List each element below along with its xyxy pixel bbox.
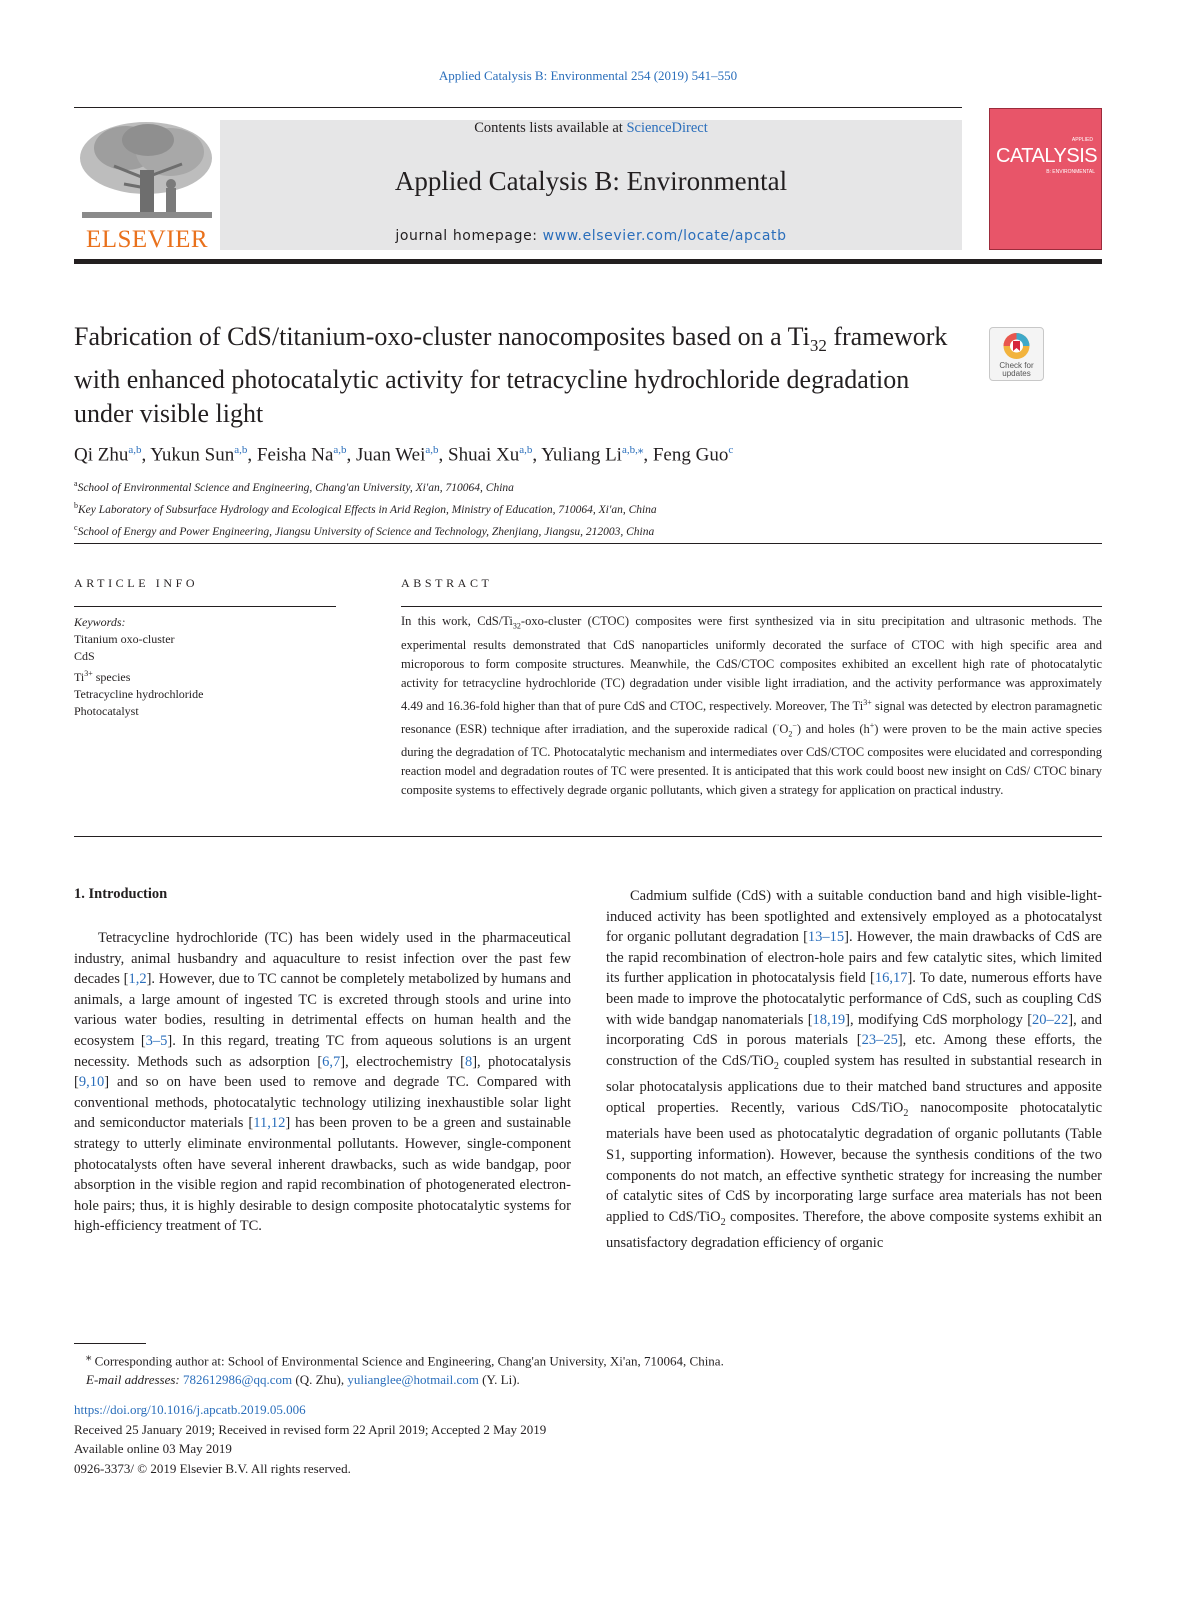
introduction-heading: 1. Introduction	[74, 886, 168, 902]
keyword-item[interactable]	[74, 665, 336, 686]
reference-link[interactable]: 8	[464, 1053, 473, 1070]
reference-link[interactable]: 1,2	[128, 971, 147, 988]
text-run: Tetracycline hydrochloride (TC) has been widely used in the pharmaceutical industry, animal husbandry and aquaculture to resist infection over the past few decades [	[74, 930, 571, 988]
text-run: ]. However, due to TC cannot be completely metabolized by humans and animals, a large amount of ingested TC is excreted through stools and urine into various water bodies, resulting in detrimental effects on human health and the ecosystem [	[74, 971, 572, 1049]
footnote-mark: ⁎	[86, 1351, 92, 1363]
title-part: Fabrication of CdS/titanium-oxo-cluster nanocomposites based on a Ti	[74, 322, 810, 351]
reference-link[interactable]: 18,19	[812, 1011, 846, 1028]
reference-link[interactable]: 20–22	[1032, 1011, 1069, 1028]
affiliation-mark: a	[74, 479, 78, 488]
abstract-part: O	[779, 721, 789, 736]
author-affiliation-mark[interactable]: a,b	[234, 444, 248, 456]
author-name[interactable]: Yukun Sun	[150, 444, 235, 466]
sciencedirect-link[interactable]: ScienceDirect	[626, 120, 708, 136]
reference-link[interactable]: 11,12	[253, 1115, 286, 1132]
crossmark-line2: updates	[1002, 369, 1031, 378]
corresponding-line	[74, 1348, 1104, 1370]
abstract-superscript: +	[869, 720, 875, 730]
crossmark-line1: Check for	[999, 361, 1034, 370]
author-affiliation-mark[interactable]: c	[728, 444, 734, 456]
text-run: ]. However, the main drawbacks of CdS are the rapid recombination of electron-hole pairs and few catalytic sites, which limited its further application in photocatalysis field [	[606, 929, 1102, 987]
title-part: framework with enhanced photocatalytic activity for tetracycline hydrochloride degradation under visible light	[74, 322, 948, 429]
affiliation-mark: c	[74, 522, 78, 532]
check-for-updates-button[interactable]	[989, 327, 1044, 381]
email-label: E-mail addresses:	[86, 1372, 180, 1388]
keyword-item[interactable]: Titanium oxo-cluster	[74, 632, 175, 646]
text-run: ], electrochemistry [	[340, 1053, 465, 1070]
text-run: ] and so on have been used to remove and degrade TC. Compared with conventional methods, photocatalytic technology utilizing inexhaustible solar light and semiconductor materials [	[74, 1074, 571, 1132]
author-name[interactable]: Juan Wei	[356, 444, 426, 466]
journal-cover[interactable]	[989, 108, 1102, 250]
article-info-rule	[74, 606, 336, 607]
author-name[interactable]: Qi Zhu	[74, 444, 129, 466]
abstract-subscript: 2	[788, 729, 793, 739]
affiliation-text: School of Environmental Science and Engineering, Chang'an University, Xi'an, 710064, China	[77, 481, 514, 494]
check-for-updates-label	[990, 362, 1043, 378]
author-separator: ,	[438, 444, 449, 466]
abstract-superscript: 3+	[863, 697, 872, 707]
author-affiliation-mark[interactable]: a,b	[425, 444, 439, 456]
keyword-ti: Ti	[74, 670, 85, 684]
keyword-item[interactable]: Tetracycline hydrochloride	[74, 687, 204, 701]
subscript: 2	[903, 1107, 909, 1119]
abstract-part: -oxo-cluster (CTOC) composites were first synthesized via in situ precipitation and ultrasonic methods. The experimental results demonstrated that CdS nanoparticles uniformly decorated the surface of CTOC with high specific area and microporous to form composite structures. Meanwhile, the CdS/CTOC composites exhibited an excellent high rate of photocatalytic activity for tetracycline hydrochloride (TC) degradation under visible light irradiation, and the activity performance was approximately 4.49 and 16.36-fold higher than that of pure CdS and CTOC, respectively. Moreover, The Ti	[401, 614, 1103, 713]
text-run: ], modifying CdS morphology [	[845, 1011, 1033, 1028]
author-affiliation-mark[interactable]: a,b,⁎	[621, 444, 644, 456]
author-name[interactable]: Yuliang Li	[541, 444, 622, 466]
journal-citation[interactable]: Applied Catalysis B: Environmental 254 (2019) 541–550	[438, 68, 738, 83]
elsevier-logo[interactable]	[74, 118, 220, 254]
journal-banner	[220, 120, 962, 250]
reference-link[interactable]: 6,7	[322, 1053, 341, 1070]
email-link[interactable]: yulianglee@hotmail.com	[347, 1372, 479, 1388]
abstract-part: ) and holes (h	[796, 721, 870, 736]
cover-title: CATALYSIS	[996, 145, 1098, 167]
keywords-block	[74, 614, 336, 720]
email-owner: (Q. Zhu),	[292, 1372, 348, 1388]
reference-link[interactable]: 3–5	[145, 1032, 168, 1049]
homepage-link[interactable]: www.elsevier.com/locate/apcatb	[542, 228, 787, 244]
author-separator: ,	[247, 444, 257, 466]
article-title	[74, 320, 954, 431]
email-owner: (Y. Li).	[478, 1372, 520, 1388]
header-rule	[74, 107, 962, 108]
doi-link[interactable]: https://doi.org/10.1016/j.apcatb.2019.05.006	[74, 1402, 306, 1417]
author-separator: ,	[532, 444, 542, 466]
abstract-rule	[401, 606, 1102, 607]
text-run: Cadmium sulfide (CdS) with a suitable conduction band and high visible-light-induced activity has been spotlighted and extensively employed as a photocatalyst for organic pollutant degradation [	[606, 888, 1102, 946]
abstract-text	[401, 612, 1102, 800]
corresponding-author-footnote	[74, 1348, 1104, 1389]
author-name[interactable]: Feng Guo	[652, 444, 729, 466]
available-online: Available online 03 May 2019	[74, 1441, 232, 1456]
author-affiliation-mark[interactable]: a,b	[128, 444, 142, 456]
article-info-heading: ARTICLE INFO	[74, 576, 199, 590]
reference-link[interactable]: 16,17	[874, 970, 908, 987]
homepage-line	[220, 228, 962, 244]
text-run: ]. To date, numerous efforts have been made to improve the photocatalytic performance of CdS, such as coupling CdS with wide bandgap nanomaterials [	[606, 970, 1102, 1028]
elsevier-tree-icon	[74, 118, 220, 224]
subscript: 2	[720, 1216, 726, 1228]
author-affiliation-mark[interactable]: a,b	[333, 444, 347, 456]
affiliation-line	[74, 519, 1104, 541]
corresponding-text: Corresponding author at: School of Environmental Science and Engineering, Chang'an University, Xi'an, 710064, China.	[91, 1353, 724, 1369]
affiliation-mark: b	[74, 500, 78, 510]
affiliation-text: School of Energy and Power Engineering, Jiangsu University of Science and Technology, Zhenjiang, Jiangsu, 212003, China	[77, 525, 655, 538]
homepage-prefix: journal homepage:	[395, 228, 543, 244]
reference-link[interactable]: 13–15	[807, 929, 845, 946]
contents-line	[220, 120, 962, 137]
cover-subtitle: B: ENVIRONMENTAL	[1046, 169, 1095, 175]
keyword-item[interactable]: CdS	[74, 649, 95, 663]
affiliation-text: Key Laboratory of Subsurface Hydrology and Ecological Effects in Arid Region, Ministry of Education, 710064, Xi'an, China	[78, 503, 657, 516]
affiliation-line	[74, 497, 1104, 519]
abstract-subscript: 32	[512, 621, 521, 631]
text-run: coupled system has resulted in substantial research in solar photocatalysis applications due to their matched band structures and apposite optical properties. Recently, various CdS/TiO	[606, 1052, 1102, 1116]
copyright: 0926-3373/ © 2019 Elsevier B.V. All rights reserved.	[74, 1460, 351, 1476]
author-separator: ,	[643, 444, 653, 466]
text-run: composites. Therefore, the above composite systems exhibit an unsatisfactory degradation efficiency of organic	[606, 1208, 1102, 1252]
text-run: ], photocatalysis [	[74, 1053, 571, 1091]
elsevier-wordmark: ELSEVIER	[85, 226, 209, 253]
email-link[interactable]: 782612986@qq.com	[183, 1372, 293, 1388]
author-name[interactable]: Feisha Na	[256, 444, 334, 466]
cover-small-text: APPLIED	[1071, 137, 1093, 143]
affiliations	[74, 475, 1104, 540]
crossmark-icon	[990, 328, 1043, 362]
introduction-paragraph-right	[606, 886, 1102, 1254]
text-run: ], and incorporating CdS in porous materials [	[606, 1011, 1103, 1049]
footnote-rule	[74, 1343, 146, 1344]
reference-link[interactable]: 9,10	[78, 1074, 105, 1091]
introduction-paragraph-left	[74, 928, 571, 1237]
subscript: 2	[773, 1060, 779, 1072]
affiliation-line	[74, 475, 1104, 497]
contents-prefix: Contents lists available at	[474, 120, 627, 136]
keyword-ti-sup: 3+	[84, 669, 93, 678]
section-rule	[74, 836, 1102, 837]
text-run: ] has been proven to be a green and sustainable strategy to utterly eliminate environmental pollutants. However, single-component photocatalysts often have several inherent drawbacks, such as wide bandgap, poor absorption in the visible region and rapid recombination of photogenerated electron-hole pairs; thus, it is highly desirable to design composite photocatalytic systems for high-efficiency treatment of TC.	[74, 1115, 571, 1235]
abstract-part: signal was detected by electron paramagnetic resonance (ESR) technique after irradiation, and the superoxide radical (	[401, 698, 1102, 736]
section-rule	[74, 543, 1102, 544]
keywords-label: Keywords:	[74, 615, 126, 629]
text-run: ]. In this regard, treating TC from aqueous solutions is an urgent necessity. Methods such as adsorption [	[74, 1032, 571, 1070]
title-subscript: 32	[809, 336, 827, 356]
abstract-heading: ABSTRACT	[401, 576, 493, 590]
abstract-superscript: ·	[776, 720, 780, 730]
text-run: ], etc. Among these efforts, the construction of the CdS/TiO	[606, 1032, 1102, 1069]
abstract-superscript: −	[792, 720, 797, 730]
text-run: nanocomposite photocatalytic materials have been used as photocatalytic degradation of organic pollutants (Table S1, supporting information). However, because the synthesis conditions of the two components do not match, an effective synthetic strategy for increasing the number of catalytic sites of CdS by incorporating large surface area materials has not been applied to CdS/TiO	[606, 1099, 1102, 1225]
journal-title: Applied Catalysis B: Environmental	[394, 166, 788, 196]
author-separator: ,	[141, 444, 151, 466]
publication-info	[74, 1400, 1104, 1478]
keyword-item[interactable]: Photocatalyst	[74, 704, 139, 718]
email-line	[74, 1370, 1104, 1389]
author-separator: ,	[346, 444, 357, 466]
reference-link[interactable]: 23–25	[861, 1032, 898, 1049]
author-affiliation-mark[interactable]: a,b	[519, 444, 533, 456]
header-thick-rule	[74, 259, 1102, 264]
keyword-ti-suffix: species	[92, 670, 131, 684]
abstract-part: In this work, CdS/Ti	[401, 614, 513, 628]
author-name[interactable]: Shuai Xu	[448, 444, 520, 466]
abstract-part: ) were proven to be the main active species during the degradation of TC. Photocatalytic mechanism and intermediates over CdS/CTOC composites were elucidated and corresponding reaction model and degradation routes of TC were presented. It is anticipated that this work could boost new insight on CdS/ CTOC binary composite systems to effectively degrade organic pollutants, which given a strategy for application on practical industry.	[401, 721, 1102, 798]
received-dates: Received 25 January 2019; Received in revised form 22 April 2019; Accepted 2 May 2019	[74, 1421, 547, 1437]
author-list	[74, 437, 1104, 468]
